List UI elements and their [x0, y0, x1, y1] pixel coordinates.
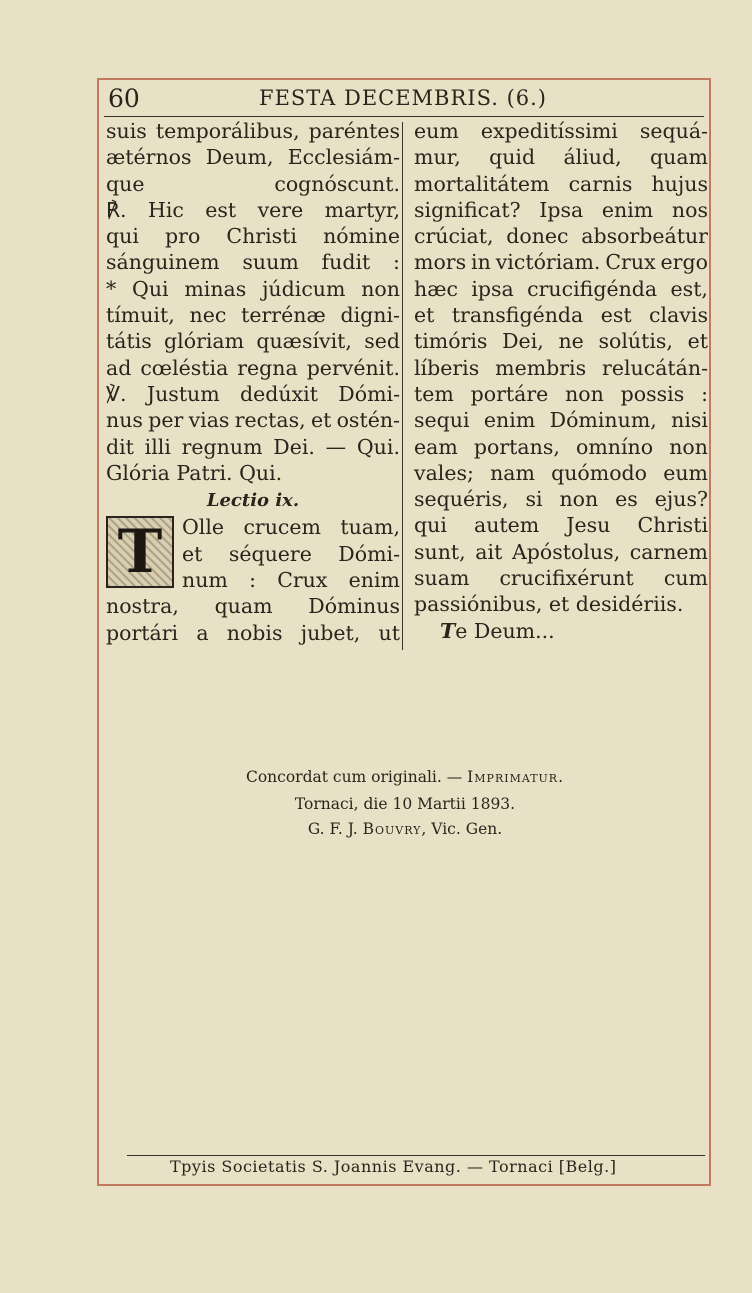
text-line — [106, 620, 400, 646]
te-deum-line — [414, 618, 708, 644]
line-text: sequi enim Dóminum, nisi — [414, 408, 708, 433]
text-line — [414, 197, 708, 223]
left-column — [106, 118, 400, 646]
text-line — [106, 355, 400, 381]
line-text: crúciat, donec absorbeátur — [414, 224, 708, 249]
line-text: nus per vias rectas, et ostén- — [106, 408, 400, 433]
text-line — [106, 171, 400, 197]
line-text: qui pro Christi nómine — [106, 224, 400, 249]
text-line — [414, 328, 708, 354]
footer-rule — [127, 1155, 705, 1156]
text-line — [414, 434, 708, 460]
lectio-heading: Lectio ix. — [206, 490, 300, 512]
text-line — [106, 276, 400, 302]
te-deum-text: e Deum... — [455, 618, 555, 643]
line-text: timóris Dei, ne solútis, et — [414, 329, 708, 354]
text-line — [106, 460, 400, 486]
text-line — [106, 223, 400, 249]
text-line — [414, 565, 708, 591]
line-text: tem portáre non possis : — [414, 381, 708, 406]
line-text: ℣. Justum dedúxit Dómi- — [106, 381, 400, 406]
text-line — [106, 197, 400, 223]
line-text: mors in victóriam. Crux ergo — [414, 250, 708, 275]
line-text: num : Crux enim — [182, 568, 400, 593]
signature-initials: G. F. J. — [307, 820, 363, 838]
line-text: eam portans, omníno non — [414, 434, 708, 459]
text-line — [414, 355, 708, 381]
text-line — [182, 567, 400, 593]
text-line — [106, 593, 400, 619]
column-divider — [402, 122, 403, 650]
line-text: mur, quid áliud, quam — [414, 145, 708, 170]
line-text: ætérnos Deum, Ecclesiám- — [106, 145, 400, 170]
text-line — [414, 591, 708, 617]
line-text: tátis glóriam quæsívit, sed — [106, 329, 400, 354]
text-line — [414, 460, 708, 486]
text-line — [106, 144, 400, 170]
line-text: qui autem Jesu Christi — [414, 513, 708, 538]
text-line — [106, 249, 400, 275]
concordat-text: Concordat cum originali. — — [245, 768, 468, 786]
printer-footer: Tpyis Societatis S. Joannis Evang. — Tornaci [Belg.] — [170, 1157, 617, 1176]
text-line — [414, 223, 708, 249]
text-line — [414, 381, 708, 407]
text-line — [414, 302, 708, 328]
line-text: suam crucifixérunt cum — [414, 566, 708, 591]
line-text: ad cœléstia regna pervénit. — [106, 355, 400, 380]
line-text: et séquere Dómi- — [182, 541, 400, 566]
line-text: mortalitátem carnis hujus — [414, 171, 708, 196]
line-text: significat? Ipsa enim nos — [414, 197, 708, 222]
line-text: Glória Patri. Qui. — [106, 460, 283, 485]
signature-name: Bouvry — [362, 820, 422, 838]
line-text: sánguinem suum fudit : — [106, 250, 400, 275]
line-text: et transfigénda est clavis — [414, 303, 708, 328]
text-line — [106, 407, 400, 433]
page-header — [104, 80, 704, 117]
signature-title: , Vic. Gen. — [421, 820, 503, 838]
text-line — [414, 249, 708, 275]
text-line — [414, 144, 708, 170]
line-text: hæc ipsa crucifigénda est, — [414, 276, 708, 301]
ornamental-initial: T — [106, 516, 174, 588]
text-line — [414, 171, 708, 197]
lectio-heading-line — [106, 488, 400, 514]
text-line — [106, 328, 400, 354]
line-text: que cognóscunt. — [106, 171, 400, 196]
dropcap-paragraph — [106, 514, 400, 593]
text-line — [414, 276, 708, 302]
imprimatur-label: Imprimatur. — [467, 768, 565, 786]
text-line — [106, 381, 400, 407]
line-text: sunt, ait Apóstolus, carnem — [414, 539, 708, 564]
text-line — [106, 118, 400, 144]
line-text: nostra, quam Dóminus — [106, 594, 400, 619]
imprimatur-line-3 — [100, 818, 710, 841]
line-text: portári a nobis jubet, ut — [106, 620, 400, 645]
line-text: ℟. Hic est vere martyr, — [106, 197, 400, 222]
line-text: líberis membris relucátán- — [414, 355, 708, 380]
text-line — [182, 541, 400, 567]
line-text: eum expeditíssimi sequá- — [414, 119, 708, 143]
page-number: 60 — [108, 84, 140, 113]
text-line — [414, 512, 708, 538]
line-text: vales; nam quómodo eum — [414, 460, 708, 485]
imprimatur-line-2: Tornaci, die 10 Martii 1893. — [294, 795, 516, 813]
line-text: sequéris, si non es ejus? — [414, 487, 708, 512]
text-line — [106, 302, 400, 328]
line-text: * Qui minas júdicum non — [106, 276, 400, 301]
line-text: Olle crucem tuam, — [182, 515, 400, 540]
right-column — [414, 118, 708, 644]
imprimatur-line-1 — [100, 766, 710, 789]
text-line — [414, 118, 708, 144]
line-text: passiónibus, et desidériis. — [414, 592, 684, 617]
line-text: dit illi regnum Dei. — Qui. — [106, 434, 400, 459]
text-line — [414, 407, 708, 433]
text-line — [414, 486, 708, 512]
text-line — [414, 539, 708, 565]
running-title: FESTA DECEMBRIS. (6.) — [259, 86, 548, 110]
text-line — [182, 514, 400, 540]
te-deum-initial: T — [440, 618, 456, 643]
line-text: tímuit, nec terrénæ digni- — [106, 303, 400, 328]
text-line — [106, 434, 400, 460]
line-text: suis temporálibus, paréntes — [106, 119, 400, 143]
